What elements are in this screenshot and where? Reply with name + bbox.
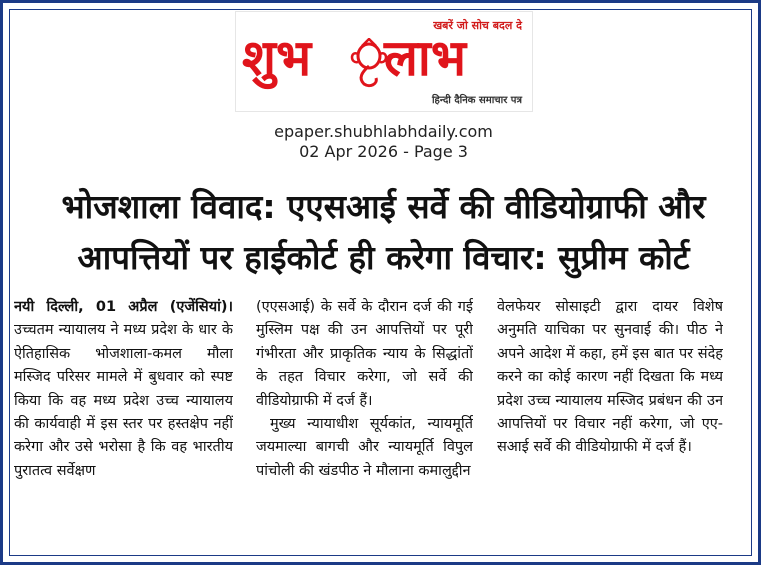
article-dateline: नयी दिल्ली, 01 अप्रैल (एजेंसियां)। [14,299,233,315]
article-paragraph [14,296,233,483]
article-text: उच्चतम न्यायालय ने मध्य प्रदेश के धार के ऐतिहासिक भोजशाला-कमल मौला मस्जिद परिसर मामले में बुधवार को स्पष्ट किया कि वह मध्य प्रदेश उच्च न्यायालय की कार्यवाही में इस स्तर पर हस्तक्षेप नहीं करेगा और उसे भरोसा है कि वह भारतीय पुरातत्व सर्वेक्षण [14,322,233,479]
masthead-subtag: हिन्दी दैनिक समाचार पत्र [431,95,522,106]
article-paragraph: वेलफेयर सोसाइटी द्वारा दायर विशेष अनुमति याचिका पर सुनवाई की। पीठ ने अपने आदेश में कहा, हमें इस बात पर संदेह करने का कोई कारण नहीं दिखता कि मध्य प्रदेश उच्च न्यायालय मस्जिद प्रबंधन की उन आपत्तियों पर विचार नहीं करेगा, जो एए-सआई सर्वे की वीडियोग्राफी में दर्ज हैं। [497,299,723,456]
article-column-3 [497,296,723,558]
headline-line-1: भोजशाला विवाद: एएसआई सर्वे की वीडियोग्राफी और [61,187,706,226]
article-column-2 [256,296,473,558]
article-paragraph: मुख्य न्यायाधीश सूर्यकांत, न्यायमूर्ति जयमाल्या बागची और न्यायमूर्ति विपुल पांचोली की खंडपीठ ने मौलाना कमालुद्दीन [256,416,473,479]
epaper-url: epaper.shubhlabhdaily.com [274,122,493,141]
headline-line-2: आपत्तियों पर हाईकोर्ट ही करेगा विचार: सुप्रीम कोर्ट [77,238,690,277]
edition-date-page: 02 Apr 2026 - Page 3 [299,142,468,161]
newspaper-masthead [235,11,533,112]
masthead-tagline: खबरें जो सोच बदल दे [433,19,522,32]
article-paragraph: (एएसआई) के सर्वे के दौरान दर्ज की गई मुस्लिम पक्ष की उन आपत्तियों पर पूरी गंभीरता और प्राकृतिक न्याय के सिद्धांतों के तहत विचार करेगा, जो सर्वे की वीडियोग्राफी में दर्ज हैं। [256,299,473,409]
logo-word-right: लाभ [384,28,466,87]
article-column-1 [14,296,233,558]
logo-word-left: शुभ [242,28,312,87]
